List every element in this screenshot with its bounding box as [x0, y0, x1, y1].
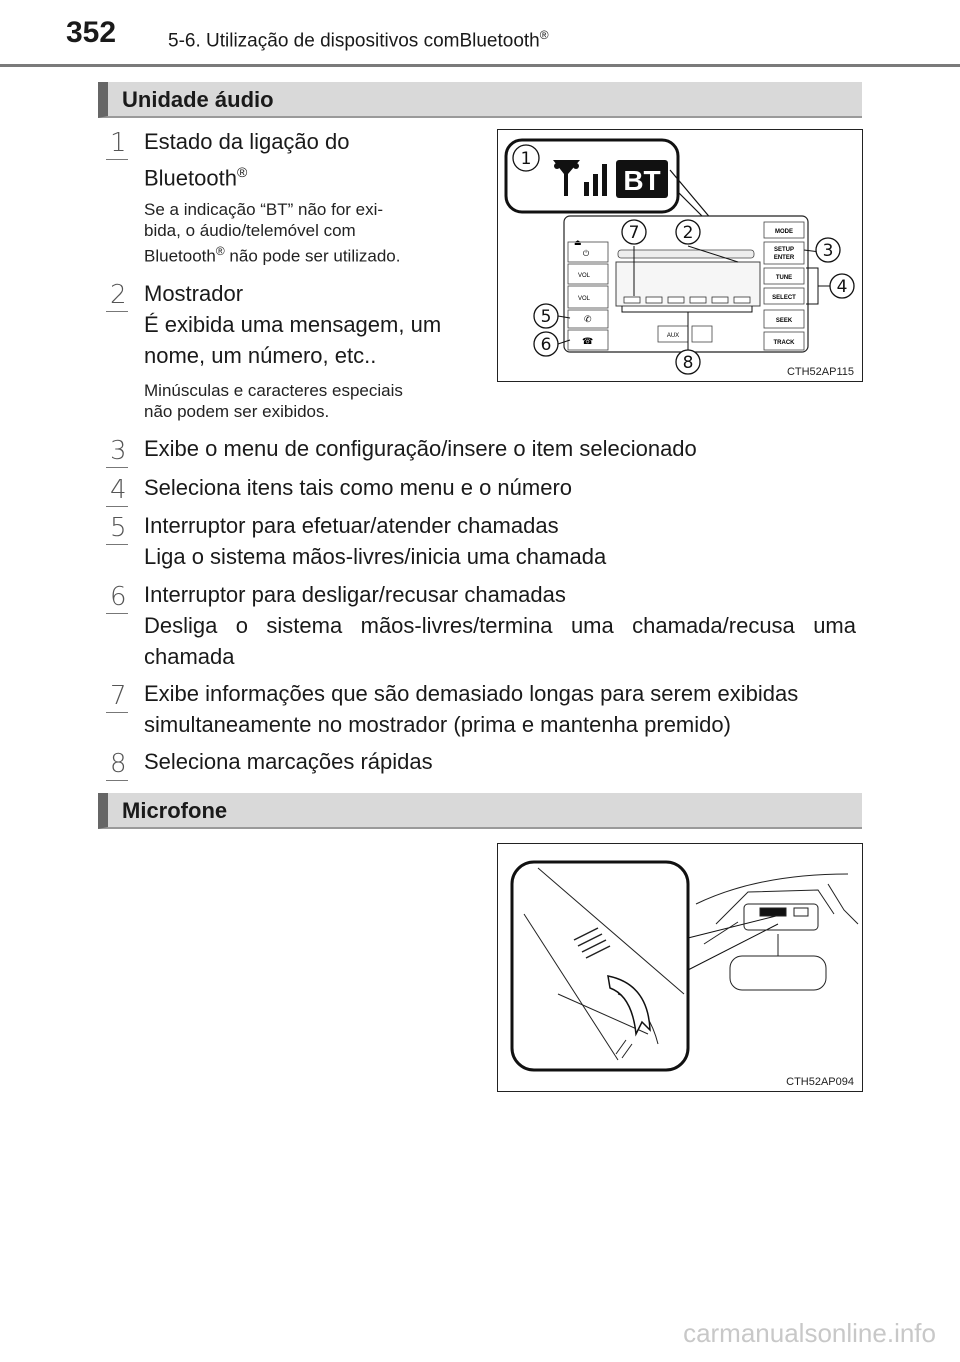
- registered-mark: ®: [539, 28, 549, 42]
- registered-mark: ®: [236, 164, 248, 180]
- item-title: [144, 472, 572, 503]
- item-number: 4: [110, 475, 127, 505]
- section-header-audio: [98, 82, 862, 118]
- callout-6: 6: [540, 335, 552, 355]
- eject-icon: ⏏: [574, 238, 582, 247]
- item-note-text: não pode ser utilizado.: [224, 246, 401, 266]
- item-title: [144, 278, 477, 371]
- item-note-text: Bluetooth: [144, 246, 216, 266]
- audio-unit-figure: [497, 129, 863, 382]
- item-number: 5: [110, 513, 127, 543]
- item-number: 3: [110, 436, 127, 466]
- section-header-microphone: [98, 793, 862, 829]
- item-title-line: Liga o sistema mãos-livres/inicia uma chamada: [144, 544, 607, 569]
- item-number: 1: [110, 128, 127, 158]
- item-title: [144, 678, 798, 740]
- callout-2: 2: [682, 223, 694, 243]
- watermark: carmanualsonline.info: [683, 1318, 936, 1348]
- item-title-line: Interruptor para efetuar/atender chamadas: [144, 513, 559, 538]
- usb-port-icon: [692, 326, 712, 342]
- registered-mark: ®: [215, 244, 225, 258]
- item-title: [144, 126, 350, 193]
- section-title: Microfone: [122, 798, 228, 823]
- item-title: [144, 510, 606, 572]
- item-note-line: Se a indicação “BT” não for exi-: [144, 200, 384, 219]
- select-label: SELECT: [772, 295, 796, 301]
- figure-code: CTH52AP115: [786, 366, 854, 378]
- bt-label: BT: [623, 165, 661, 196]
- item-title: [144, 579, 856, 672]
- vol-down-label: VOL: [578, 296, 591, 302]
- phone-call-icon: ✆: [584, 314, 592, 324]
- microphone-illustration: [498, 844, 862, 1091]
- item-title: [144, 746, 433, 777]
- tune-label: TUNE: [775, 275, 793, 281]
- section-title: Unidade áudio: [122, 87, 274, 112]
- chapter-title: [168, 28, 549, 52]
- item-number: 6: [110, 582, 127, 612]
- item-title-line: nome, um número, etc..: [144, 343, 377, 368]
- item-title-line: Estado da ligação do: [144, 129, 350, 154]
- page-number: 352: [66, 16, 117, 49]
- callout-3: 3: [822, 241, 834, 261]
- header-rule: [0, 64, 960, 67]
- item-title-line: chamada: [144, 644, 235, 669]
- phone-hangup-icon: ☎: [582, 336, 594, 346]
- microphone-figure: [497, 843, 863, 1092]
- setup-label: SETUP: [773, 247, 795, 253]
- item-title-line: simultaneamente no mostrador (prima e mantenha premido): [144, 712, 731, 737]
- item-title-line: Exibe informações que são demasiado longas para serem exibidas: [144, 681, 799, 706]
- audio-unit-illustration: [498, 130, 862, 381]
- callout-8: 8: [682, 353, 694, 373]
- item-note-line: bida, o áudio/telemóvel com: [144, 221, 356, 240]
- figure-code: CTH52AP094: [786, 1076, 854, 1088]
- power-icon: ⏻: [582, 249, 590, 258]
- seek-label: SEEK: [775, 318, 793, 324]
- item-title-line: É exibida uma mensagem, um: [144, 312, 442, 337]
- item-title-line: Exibe o menu de configuração/insere o item selecionado: [144, 436, 697, 461]
- callout-5: 5: [540, 307, 552, 327]
- callout-7: 7: [628, 223, 640, 243]
- item-title-line: Seleciona itens tais como menu e o número: [144, 475, 573, 500]
- track-label: TRACK: [773, 340, 795, 346]
- item-note: [144, 199, 476, 267]
- item-number: 2: [110, 280, 127, 310]
- item-title-line: Seleciona marcações rápidas: [144, 749, 433, 774]
- item-title-text: Bluetooth: [144, 165, 237, 191]
- item-title-line: Mostrador: [144, 281, 244, 306]
- aux-label: AUX: [666, 333, 680, 339]
- vol-up-label: VOL: [578, 273, 591, 279]
- microphone-zoom-callout: [512, 862, 688, 1070]
- callout-4: 4: [836, 277, 848, 297]
- item-title: [144, 433, 697, 464]
- item-title-line: Interruptor para desligar/recusar chamadas: [144, 582, 566, 607]
- item-note-line: [144, 241, 476, 267]
- mode-label: MODE: [775, 229, 793, 235]
- enter-label: ENTER: [773, 255, 795, 261]
- item-note: [144, 380, 476, 422]
- item-title-line: Desliga o sistema mãos-livres/termina uma chamada/recusa uma: [144, 613, 856, 638]
- callout-1: 1: [520, 149, 532, 169]
- item-number: 7: [110, 681, 127, 711]
- item-note-line: Minúsculas e caracteres especiais: [144, 381, 403, 400]
- item-title-line: [144, 157, 350, 193]
- chapter-text: 5-6. Utilização de dispositivos comBluetooth: [168, 30, 540, 52]
- item-note-line: não podem ser exibidos.: [144, 402, 330, 421]
- item-number: 8: [110, 749, 127, 779]
